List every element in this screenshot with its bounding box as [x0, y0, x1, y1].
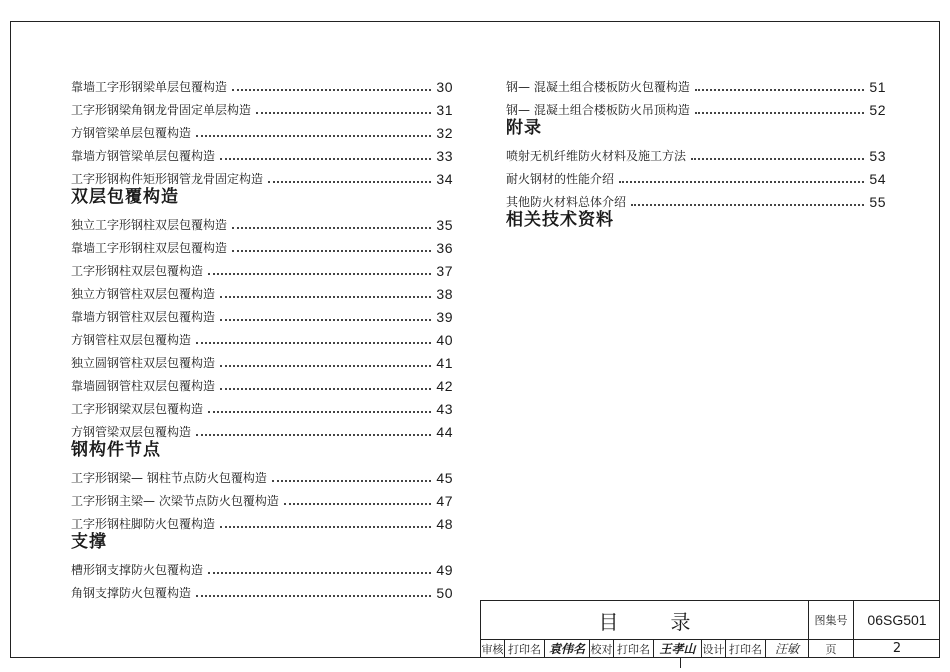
toc-entry-title: 角钢支撑防火包覆构造 [71, 586, 192, 600]
dot-leader [691, 158, 864, 160]
dot-leader [220, 526, 431, 528]
dot-leader [196, 342, 431, 344]
toc-entry-title: 工字形钢梁角钢龙骨固定单层构造 [71, 103, 252, 117]
toc-entry-page: 32 [436, 125, 453, 141]
section-heading: 双层包覆构造 [71, 187, 179, 207]
title-char-1: 目 [598, 609, 619, 634]
toc-entry [71, 94, 453, 117]
toc-entry-page: 40 [436, 332, 453, 348]
toc-entry [71, 324, 453, 347]
design-print-name-label: 打印名 [726, 639, 766, 658]
page-number: 2 [892, 641, 902, 656]
dot-leader [232, 227, 431, 229]
toc-entry-title: 靠墙方钢管柱双层包覆构造 [71, 310, 216, 324]
toc-entry-title: 方钢管梁单层包覆构造 [71, 126, 192, 140]
toc-entry-page: 36 [436, 240, 453, 256]
toc-entry-page: 51 [869, 79, 886, 95]
toc-entry-title: 独立工字形钢柱双层包覆构造 [71, 218, 228, 232]
toc-entry [71, 416, 453, 439]
toc-entry-page: 53 [869, 148, 886, 164]
toc-entry-title: 工字形钢主梁— 次梁节点防火包覆构造 [71, 494, 279, 508]
toc-entry-page: 43 [436, 401, 453, 417]
dot-leader [268, 181, 431, 183]
title-char-2: 录 [670, 609, 691, 634]
dot-leader [272, 480, 432, 482]
toc-entry [506, 140, 886, 163]
toc-entry-title: 方钢管梁双层包覆构造 [71, 425, 192, 439]
design-label: 设计 [702, 639, 726, 658]
dot-leader [196, 595, 431, 597]
title-block [480, 600, 940, 658]
toc-entry-page: 55 [869, 194, 886, 210]
dot-leader [196, 434, 431, 436]
toc-entry [71, 577, 453, 600]
review-signature: 袁伟名 [545, 639, 590, 658]
toc-entry [71, 301, 453, 324]
toc-entry-page: 39 [436, 309, 453, 325]
toc-entry-title: 其他防火材料总体介绍 [506, 195, 627, 209]
review-label: 审核 [481, 639, 505, 658]
toc-entry-title: 独立圆钢管柱双层包覆构造 [71, 356, 216, 370]
toc-entry [71, 370, 453, 393]
page-label: 页 [809, 639, 854, 658]
section-heading: 附录 [506, 118, 542, 138]
toc-entry-title: 靠墙圆钢管柱双层包覆构造 [71, 379, 216, 393]
toc-entry-title: 靠墙工字形钢柱双层包覆构造 [71, 241, 228, 255]
toc-entry-page: 37 [436, 263, 453, 279]
toc-entry [71, 393, 453, 416]
toc-entry [71, 554, 453, 577]
toc-entry [506, 186, 886, 209]
toc-entry-title: 工字形钢柱双层包覆构造 [71, 264, 204, 278]
dot-leader [220, 296, 431, 298]
dot-leader [631, 204, 864, 206]
dot-leader [220, 158, 431, 160]
toc-entry-page: 54 [869, 171, 886, 187]
toc-entry-page: 34 [436, 171, 453, 187]
design-signature: 汪敏 [766, 639, 809, 658]
toc-entry-title: 钢— 混凝土组合楼板防火包覆构造 [506, 80, 690, 94]
toc-entry-page: 47 [436, 493, 453, 509]
toc-entry-title: 喷射无机纤维防火材料及施工方法 [506, 149, 687, 163]
toc-entry [71, 347, 453, 370]
toc-entry-title: 耐火钢材的性能介绍 [506, 172, 615, 186]
frame-tick-mark [680, 658, 681, 668]
toc-entry-title: 槽形钢支撑防火包覆构造 [71, 563, 204, 577]
toc-entry [506, 71, 886, 94]
toc-entry-title: 靠墙工字形钢梁单层包覆构造 [71, 80, 228, 94]
toc-entry [71, 255, 453, 278]
dot-leader [208, 572, 431, 574]
toc-entry [71, 462, 453, 485]
toc-entry-title: 工字形钢构件矩形钢管龙骨固定构造 [71, 172, 264, 186]
dot-leader [220, 388, 431, 390]
toc-entry-title: 钢— 混凝土组合楼板防火吊顶构造 [506, 103, 690, 117]
toc-entry-title: 方钢管柱双层包覆构造 [71, 333, 192, 347]
section-heading: 钢构件节点 [71, 440, 161, 460]
toc-entry [71, 278, 453, 301]
toc-entry-title: 工字形钢梁双层包覆构造 [71, 402, 204, 416]
toc-entry-page: 42 [436, 378, 453, 394]
dot-leader [695, 89, 865, 91]
toc-entry [71, 71, 453, 94]
toc-entry-page: 45 [436, 470, 453, 486]
dot-leader [695, 112, 865, 114]
dot-leader [208, 273, 431, 275]
toc-entry-page: 50 [436, 585, 453, 601]
toc-entry [71, 140, 453, 163]
toc-entry-page: 49 [436, 562, 453, 578]
toc-entry-title: 工字形钢梁— 钢柱节点防火包覆构造 [71, 471, 267, 485]
toc-entry-page: 41 [436, 355, 453, 371]
toc-entry-page: 35 [436, 217, 453, 233]
check-signature: 王孝山 [654, 639, 702, 658]
check-label: 校对 [590, 639, 614, 658]
check-print-name-label: 打印名 [614, 639, 654, 658]
toc-entry [71, 508, 453, 531]
title-block-bottom-row [481, 639, 940, 658]
title-block-top-row [481, 601, 940, 640]
section-heading: 支撑 [71, 532, 107, 552]
toc-entry [71, 485, 453, 508]
title-block-title [481, 601, 809, 639]
toc-entry-page: 30 [436, 79, 453, 95]
dot-leader [619, 181, 864, 183]
toc-entry [71, 232, 453, 255]
dot-leader [232, 89, 431, 91]
dot-leader [232, 250, 431, 252]
atlas-number-label: 图集号 [809, 601, 854, 639]
toc-entry-page: 31 [436, 102, 453, 118]
toc-entry-title: 靠墙方钢管梁单层包覆构造 [71, 149, 216, 163]
toc-entry [71, 117, 453, 140]
toc-entry-title: 独立方钢管柱双层包覆构造 [71, 287, 216, 301]
review-print-name-label: 打印名 [505, 639, 545, 658]
toc-entry-page: 52 [869, 102, 886, 118]
section-heading: 相关技术资料 [506, 210, 614, 230]
toc-left-column [71, 71, 453, 600]
toc-entry [71, 163, 453, 186]
toc-right-column [506, 71, 886, 232]
dot-leader [284, 503, 432, 505]
toc-entry [506, 94, 886, 117]
toc-entry [71, 209, 453, 232]
toc-entry-page: 38 [436, 286, 453, 302]
toc-entry-title: 工字形钢柱脚防火包覆构造 [71, 517, 216, 531]
dot-leader [220, 365, 431, 367]
toc-entry-page: 44 [436, 424, 453, 440]
dot-leader [208, 411, 431, 413]
dot-leader [196, 135, 431, 137]
dot-leader [220, 319, 431, 321]
toc-entry [506, 163, 886, 186]
atlas-number: 06SG501 [867, 612, 927, 628]
toc-entry-page: 33 [436, 148, 453, 164]
toc-entry-page: 48 [436, 516, 453, 532]
dot-leader [256, 112, 431, 114]
